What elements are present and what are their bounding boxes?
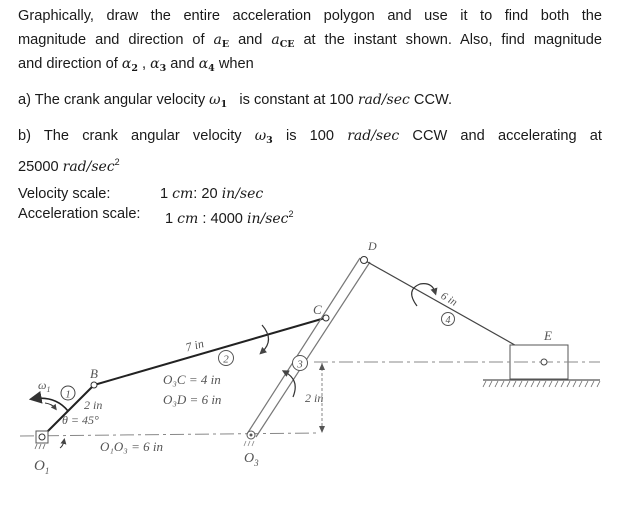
part-a [18,88,452,117]
text-fragment: : 4000 [198,211,247,227]
text-fragment: 1 [160,186,173,202]
label-O1-letter: O [34,458,45,474]
label-O3-sub: 3 [254,458,259,468]
symbol-alpha: α [150,56,160,72]
symbol-alpha-2 [122,56,138,72]
subscript-CE: CE [279,39,295,50]
symbol-omega-3 [255,128,273,144]
theta-arrow-upper-icon [45,403,55,408]
ground-pivot-O1 [35,431,48,449]
text-fragment: , [137,56,151,72]
mechanism-diagram [0,235,622,513]
symbol-alpha: α [121,56,132,72]
slider-ground-hatch [483,381,600,387]
offset-arrow-up-icon [319,363,325,370]
text-fragment: when [214,56,254,72]
part-b-line-2 [18,150,120,179]
label-offset: 2 in [305,391,324,405]
text-fragment: is constant at 100 [227,92,358,108]
label-omega1-letter: ω [38,378,47,392]
label-coupler-length: 7 in [184,336,206,355]
acceleration-scale-value [165,204,294,229]
label-omega1-sub: 1 [46,385,51,394]
superscript-2: 2 [114,157,120,167]
unit-rad-per-sec-sq: rad/sec [62,159,115,175]
text-fragment: magnitude and direction of [18,32,214,48]
label-O3D: O₃D = 6 in [163,392,222,407]
label-O3-letter: O [244,451,255,466]
label-link4-length: 6 in [438,289,460,309]
link-1-badge [61,386,75,401]
symbol-alpha-4 [199,56,215,72]
link-3-number: 3 [297,358,303,371]
link-2-number: 2 [223,353,229,366]
text-fragment: : 20 [193,186,222,202]
velocity-scale [18,184,418,204]
label-D: D [368,239,377,253]
label-omega1 [38,378,50,394]
link-1-number: 1 [65,388,71,401]
unit-rad-per-sec: rad/sec [357,92,410,108]
link-3-edge-right [256,262,370,437]
velocity-scale-value [160,184,263,204]
symbol-a-E [214,32,230,48]
text-fragment: and direction of [18,56,122,72]
pin-E [541,359,547,365]
link-4-badge [442,313,455,327]
part-b-line-1 [18,124,602,153]
ground-centerline [20,433,318,436]
label-E: E [544,328,552,343]
acceleration-scale-label: Acceleration scale: [18,206,141,222]
label-B: B [90,366,98,381]
symbol-a: a [271,32,280,48]
link-2-badge [219,351,234,366]
pin-B [91,382,97,388]
subscript-4: 4 [208,63,215,74]
offset-arrow-down-icon [319,426,325,433]
label-theta: θ = 45° [62,413,99,427]
text-fragment: and [229,32,272,48]
text-fragment: CCW. [409,92,453,108]
label-O1 [34,458,49,476]
text-fragment: is 100 [272,128,348,144]
link-3-edge-left [247,258,360,434]
unit-in-per-sec: in/sec [246,211,289,227]
label-O1-sub: 1 [44,466,50,476]
link-2-rotation-arrow-icon [262,325,269,352]
subscript-2: 2 [131,63,138,74]
subscript-3: 3 [159,63,167,74]
subscript-3: 3 [266,135,273,146]
problem-line-1 [18,4,602,28]
label-C: C [313,302,322,317]
unit-rad-per-sec: rad/sec [347,128,400,144]
link-3-badge [293,356,308,371]
problem-line-3 [18,52,254,81]
pin-D [361,257,368,264]
text-fragment: a) The crank angular velocity [18,92,210,108]
symbol-a: a [213,32,222,48]
label-crank-length: 2 in [84,398,103,412]
subscript-E: E [221,39,230,50]
text-fragment: CCW and accelerating at [399,128,602,144]
label-O1O3: O₁O₃ = 6 in [100,439,163,454]
label-O3 [244,451,259,468]
velocity-scale-label: Velocity scale: [18,186,111,202]
unit-cm: cm [177,211,199,227]
text-fragment: b) The crank angular velocity [18,128,255,144]
symbol-omega: ω [209,92,221,108]
symbol-omega-1 [209,92,227,108]
problem-line-1-text: Graphically, draw the entire acceleration polygon and use it to find both the [18,8,602,24]
symbol-omega: ω [254,128,267,144]
unit-cm: cm [172,186,194,202]
link-4-number: 4 [445,315,451,326]
label-O3C: O₃C = 4 in [163,372,221,387]
superscript-2: 2 [288,209,294,219]
text-fragment: and [166,56,199,72]
symbol-alpha: α [198,56,209,72]
acceleration-scale [18,204,418,227]
text-fragment: at the instant shown. Also, find magnitude [294,32,602,48]
symbol-alpha-3 [150,56,166,72]
subscript-1: 1 [220,99,228,110]
text-fragment: 1 [165,211,178,227]
unit-in-per-sec: in/sec [221,186,264,202]
theta-arrow-lower-icon [60,441,64,448]
text-fragment: 25000 [18,159,63,175]
pin-C [323,315,329,321]
link-4-rotation-arrow-icon [412,284,435,306]
symbol-a-CE [271,32,294,48]
